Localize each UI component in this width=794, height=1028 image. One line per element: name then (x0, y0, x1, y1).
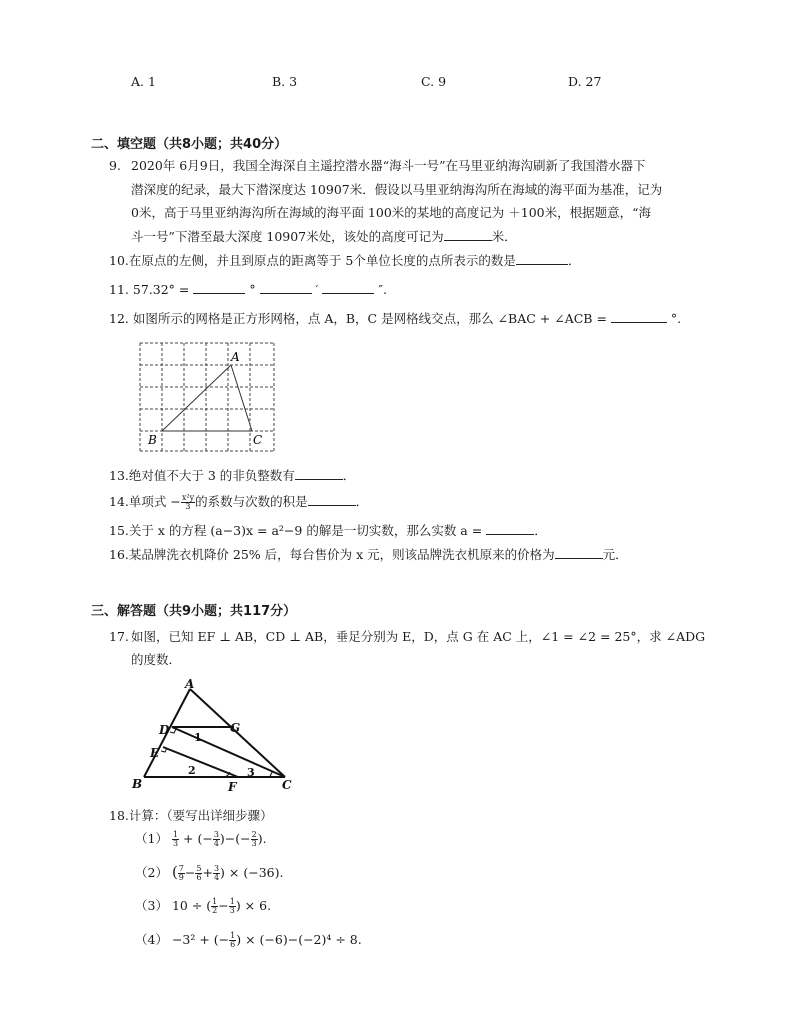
question-number: 10. (109, 253, 129, 268)
label-b: B (132, 777, 143, 791)
answer-blank-minutes[interactable] (260, 281, 312, 294)
question-11-text: 57.32° = (132, 282, 190, 297)
second-symbol: ″. (378, 282, 388, 297)
answer-blank-degrees[interactable] (193, 281, 245, 294)
sub-question-4 (135, 930, 362, 950)
fraction-numerator: 5 (196, 864, 202, 873)
question-16 (109, 545, 628, 565)
sub-number: （2） (135, 865, 168, 880)
fraction-numerator: 3 (213, 830, 219, 839)
fraction-denominator: 6 (196, 873, 202, 882)
triangle-figure (130, 675, 300, 795)
label-e: E (150, 746, 160, 760)
fraction (178, 865, 185, 882)
answer-blank[interactable] (444, 228, 492, 241)
question-14 (109, 492, 368, 512)
label-a: A (185, 677, 195, 691)
label-g: G (230, 721, 241, 735)
answer-blank[interactable] (308, 493, 356, 506)
question-9-unit: 米． (491, 229, 517, 244)
question-10-text: 在原点的左侧，并且到原点的距离等于 5个单位长度的点所表示的数是 (128, 253, 516, 268)
triangle-abc (162, 365, 252, 431)
degree-symbol: ° (249, 282, 256, 297)
fraction (229, 898, 236, 915)
expression-end: ). (257, 831, 267, 846)
question-9-line4 (131, 227, 517, 247)
question-17-line2: 的度数． (131, 652, 182, 667)
fraction-denominator: 4 (213, 839, 219, 848)
fraction-numerator: 1 (172, 830, 179, 839)
question-16-text: 某品牌洗衣机降价 25% 后，每台售价为 x 元，则该品牌洗衣机原来的价格为 (128, 547, 555, 562)
fraction-numerator: 1 (212, 897, 218, 906)
expression-end: ) × (−6)−(−2)⁴ ÷ 8. (236, 932, 362, 947)
fraction-denominator: 2 (212, 906, 218, 915)
label-a: A (231, 350, 240, 364)
question-14-text-tail: 的系数与次数的积是 (195, 494, 308, 509)
fraction (213, 865, 220, 882)
question-11 (109, 280, 387, 300)
answer-blank[interactable] (295, 467, 343, 480)
expression-end: ) × 6. (235, 898, 272, 913)
fraction-denominator: 3 (172, 839, 179, 848)
question-number: 18. (109, 808, 129, 823)
answer-blank[interactable] (486, 522, 534, 535)
answer-blank-seconds[interactable] (322, 281, 374, 294)
question-end: 元． (602, 547, 628, 562)
fraction-denominator: 6 (230, 940, 236, 949)
angle-label-1: 1 (194, 731, 202, 744)
answer-blank[interactable] (611, 310, 667, 323)
fraction-numerator: 1 (229, 897, 235, 906)
label-c: C (253, 433, 263, 447)
option-c: C. 9 (421, 74, 447, 89)
fraction-numerator: x²y (181, 493, 195, 502)
question-12 (109, 309, 681, 329)
label-f: F (228, 780, 237, 794)
option-d: D. 27 (568, 74, 602, 89)
question-13-text: 绝对值不大于 3 的非负整数有 (128, 468, 295, 483)
label-c: C (282, 778, 292, 792)
question-18 (109, 806, 273, 826)
fraction-denominator: 4 (213, 873, 220, 882)
question-18-title: 计算：（要写出详细步骤） (128, 808, 273, 823)
operator: + (− (183, 831, 213, 846)
angle-label-3: 3 (247, 766, 255, 779)
sub-question-3 (135, 896, 271, 916)
section-title-fill-in: 二、填空题（共8小题；共40分） (91, 137, 288, 152)
operator: + (202, 865, 213, 880)
sub-question-2 (135, 862, 283, 883)
question-10 (109, 251, 580, 271)
operator: − (184, 865, 196, 880)
question-17-line1: 如图，已知 EF ⊥ AB，CD ⊥ AB，垂足分别为 E，D，点 G 在 AC 上，∠1 = ∠2 = 25°，求 ∠ADG (131, 629, 706, 644)
answer-blank[interactable] (555, 546, 603, 559)
option-a: A. 1 (131, 74, 156, 89)
fraction-numerator: 7 (178, 864, 184, 873)
question-15-text: 关于 x 的方程 (a−3)x = a²−9 的解是一切实数，那么实数 a = (128, 523, 483, 538)
sub-number: （4） (135, 932, 168, 947)
question-9-line1: 2020年 6月9日，我国全海深自主遥控潜水器“海斗一号”在马里亚纳海沟刷新了我国潜水器下 (131, 158, 646, 173)
question-end: ． (567, 253, 581, 268)
fraction-denominator: 9 (178, 873, 184, 882)
question-9-line2: 潜深度的纪录，最大下潜深度达 10907米．假设以马里亚纳海沟所在海域的海平面为基准，记为 (131, 182, 663, 197)
question-15 (109, 521, 547, 541)
expression-start: 10 ÷ ( (171, 898, 212, 913)
sub-question-1 (135, 829, 267, 849)
fraction-denominator: 3 (229, 906, 235, 915)
fraction (181, 494, 195, 511)
answer-blank[interactable] (516, 252, 568, 265)
question-17-number: 17. (109, 629, 129, 644)
label-d: D (159, 723, 170, 737)
question-end: °. (670, 311, 682, 326)
question-number: 15. (109, 523, 129, 538)
question-9-number: 9. (109, 158, 121, 173)
question-end: ． (534, 523, 547, 538)
question-9-line3: 0米，高于马里亚纳海沟所在海域的海平面 100米的某地的高度记为 ＋100米，根据题意，“海 (131, 205, 652, 220)
question-number: 14. (109, 494, 129, 509)
expression-start: −3² + (− (171, 932, 230, 947)
question-12-text: 如图所示的网格是正方形网格，点 A，B，C 是网格线交点，那么 ∠BAC + ∠ACB = (132, 311, 607, 326)
sub-number: （3） (135, 898, 168, 913)
question-number: 12. (109, 311, 129, 326)
expression-end: ) × (−36). (220, 865, 284, 880)
option-b: B. 3 (272, 74, 298, 89)
question-number: 11. (109, 282, 129, 297)
fraction-numerator: 2 (251, 830, 257, 839)
operator: − (218, 898, 229, 913)
question-14-text: 单项式 − (128, 494, 181, 509)
sub-number: （1） (135, 831, 168, 846)
fraction-numerator: 3 (213, 864, 220, 873)
question-end: ． (355, 494, 369, 509)
question-13 (109, 466, 355, 486)
minute-symbol: ′ (315, 282, 319, 297)
section-title-solutions: 三、解答题（共9小题；共117分） (91, 604, 297, 619)
angle-label-2: 2 (188, 764, 196, 777)
fraction-numerator: 1 (230, 931, 236, 940)
question-number: 13. (109, 468, 129, 483)
question-end: ． (342, 468, 356, 483)
fraction-denominator: 3 (251, 839, 257, 848)
fraction (213, 831, 220, 848)
operator: )−(− (219, 831, 251, 846)
grid-figure (135, 338, 280, 458)
question-number: 16. (109, 547, 129, 562)
fraction (172, 831, 179, 848)
question-9-line4-text: 斗一号”下潜至最大深度 10907米处，该处的高度可记为 (131, 229, 444, 244)
fraction-denominator: 3 (185, 502, 191, 511)
open-paren: ( (171, 863, 178, 881)
fraction (251, 831, 258, 848)
label-b: B (148, 433, 157, 447)
